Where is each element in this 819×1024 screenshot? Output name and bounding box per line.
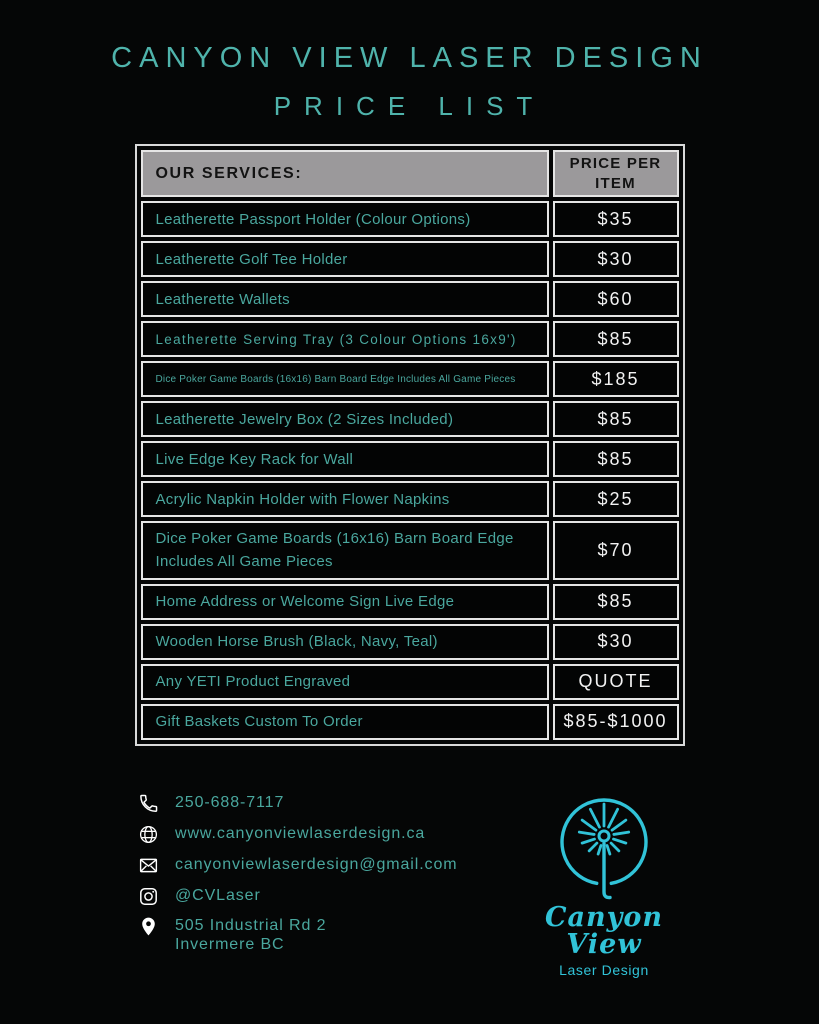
price-table-body bbox=[141, 201, 679, 740]
address-line-1: 505 Industrial Rd 2 bbox=[175, 917, 327, 934]
location-pin-icon bbox=[138, 916, 159, 937]
service-price: $85 bbox=[553, 401, 679, 437]
contact-instagram bbox=[138, 885, 457, 907]
service-name: Any YETI Product Engraved bbox=[141, 664, 549, 700]
instagram-handle: @CVLaser bbox=[175, 887, 261, 905]
price-table bbox=[135, 144, 685, 746]
logo-company-name: Canyon View bbox=[545, 902, 663, 960]
service-price: $30 bbox=[553, 241, 679, 277]
service-name: Home Address or Welcome Sign Live Edge bbox=[141, 584, 549, 620]
service-name: Acrylic Napkin Holder with Flower Napkins bbox=[141, 481, 549, 517]
table-header-row bbox=[141, 150, 679, 197]
table-row bbox=[141, 401, 679, 437]
service-price: $85 bbox=[553, 441, 679, 477]
contact-address bbox=[138, 916, 457, 954]
service-price: QUOTE bbox=[553, 664, 679, 700]
table-row bbox=[141, 241, 679, 277]
contact-email bbox=[138, 854, 457, 876]
service-price: $85-$1000 bbox=[553, 704, 679, 740]
table-row bbox=[141, 624, 679, 660]
table-row bbox=[141, 281, 679, 317]
globe-icon bbox=[138, 824, 159, 845]
page-title: CANYON VIEW LASER DESIGN bbox=[111, 42, 708, 74]
address-line-2: Invermere BC bbox=[175, 936, 285, 954]
logo-tagline: Laser Design bbox=[559, 962, 649, 978]
service-name: Dice Poker Game Boards (16x16) Barn Board Edge Includes All Game Pieces bbox=[141, 361, 549, 397]
laser-starburst-logo-icon bbox=[543, 780, 665, 902]
table-row bbox=[141, 584, 679, 620]
service-price: $60 bbox=[553, 281, 679, 317]
phone-number: 250-688-7117 bbox=[175, 794, 285, 812]
website-url: www.canyonviewlaserdesign.ca bbox=[175, 825, 426, 843]
price-column-header: PRICE PER ITEM bbox=[553, 150, 679, 197]
table-row bbox=[141, 321, 679, 357]
email-address: canyonviewlaserdesign@gmail.com bbox=[175, 856, 458, 874]
table-row bbox=[141, 441, 679, 477]
page-subtitle: PRICE LIST bbox=[273, 91, 546, 121]
service-name: Leatherette Wallets bbox=[141, 281, 549, 317]
service-price: $85 bbox=[553, 321, 679, 357]
service-name: Leatherette Serving Tray (3 Colour Options 16x9') bbox=[141, 321, 549, 357]
service-name: Leatherette Passport Holder (Colour Options) bbox=[141, 201, 549, 237]
service-name: Leatherette Golf Tee Holder bbox=[141, 241, 549, 277]
table-row bbox=[141, 481, 679, 517]
phone-icon bbox=[138, 793, 159, 814]
instagram-icon bbox=[138, 886, 159, 907]
service-name: Gift Baskets Custom To Order bbox=[141, 704, 549, 740]
service-name: Wooden Horse Brush (Black, Navy, Teal) bbox=[141, 624, 549, 660]
table-row bbox=[141, 201, 679, 237]
table-row bbox=[141, 521, 679, 580]
service-price: $25 bbox=[553, 481, 679, 517]
service-name: Dice Poker Game Boards (16x16) Barn Board Edge Includes All Game Pieces bbox=[141, 521, 549, 580]
service-name: Leatherette Jewelry Box (2 Sizes Included) bbox=[141, 401, 549, 437]
table-row bbox=[141, 704, 679, 740]
service-price: $30 bbox=[553, 624, 679, 660]
table-row bbox=[141, 664, 679, 700]
contact-website bbox=[138, 823, 457, 845]
contact-section bbox=[138, 792, 457, 963]
email-icon bbox=[138, 855, 159, 876]
company-logo bbox=[508, 780, 700, 978]
service-price: $35 bbox=[553, 201, 679, 237]
contact-phone bbox=[138, 792, 457, 814]
service-price: $85 bbox=[553, 584, 679, 620]
service-name: Live Edge Key Rack for Wall bbox=[141, 441, 549, 477]
service-price: $70 bbox=[553, 521, 679, 580]
services-column-header: OUR SERVICES: bbox=[141, 150, 549, 197]
table-row bbox=[141, 361, 679, 397]
service-price: $185 bbox=[553, 361, 679, 397]
